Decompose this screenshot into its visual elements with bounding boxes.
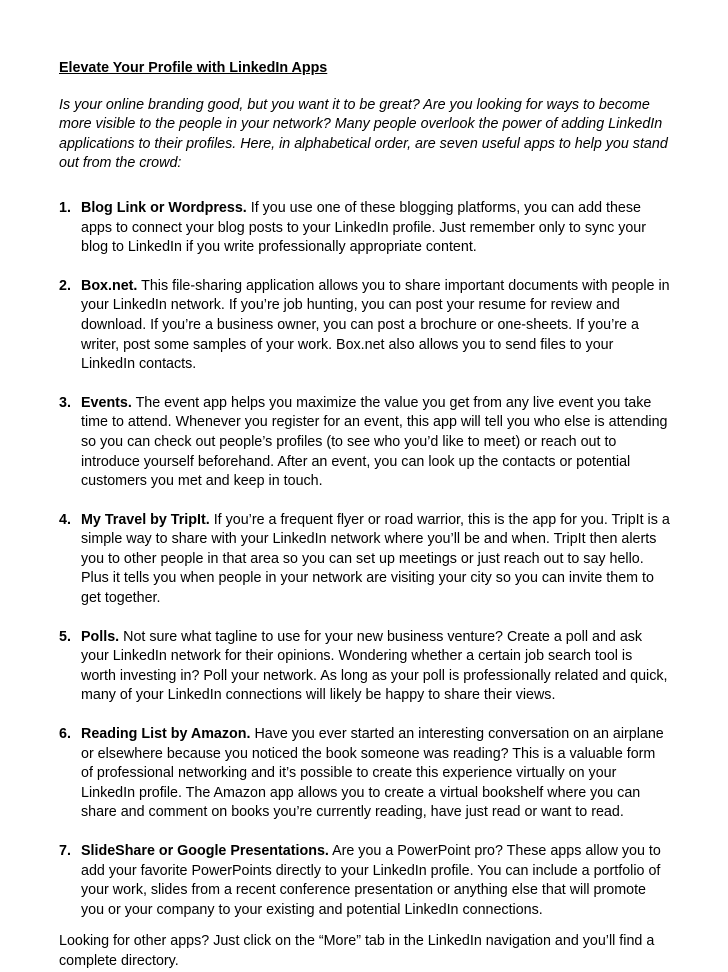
- app-name: Box.net.: [81, 277, 138, 294]
- list-item-number: 1.: [59, 199, 71, 216]
- app-name: Polls.: [81, 628, 120, 645]
- closing-paragraph: Looking for other apps? Just click on the “More” tab in the LinkedIn navigation and you’ll find a complete directory.: [59, 933, 655, 969]
- list-item: [59, 842, 671, 920]
- list-item-number: 6.: [59, 726, 71, 743]
- document-page: [59, 59, 671, 972]
- app-description: Not sure what tagline to use for your new business venture? Create a poll and ask your LinkedIn network for their opinions. Wondering whether a certain job search tool is worth investing in? Poll your network. As long as your poll is professionally related and quick, many of your LinkedIn connections will likely be happy to share their views.: [81, 628, 668, 704]
- app-description: If you use one of these blogging platforms, you can add these apps to connect your blog posts to your LinkedIn profile. Just remember only to sync your blog to LinkedIn if you write professionally appropriate content.: [81, 199, 647, 256]
- app-name: Events.: [81, 394, 132, 411]
- app-name: Reading List by Amazon.: [81, 726, 251, 743]
- app-description: Are you a PowerPoint pro? These apps allow you to add your favorite PowerPoints directly to your LinkedIn profile. You can include a portfolio of your work, slides from a recent conference presentation or anything else that will promote you or your company to your existing and potential LinkedIn connections.: [81, 843, 661, 918]
- list-item-number: 7.: [59, 843, 71, 859]
- app-description: The event app helps you maximize the value you get from any live event you take time to attend. Whenever you register for an event, this app will tell you who else is attending so you can check out people’s profiles (to see who you’d like to meet) or reach out to introduce yourself beforehand. After an event, you can look up the contacts or potential customers you met and keep in touch.: [81, 394, 668, 490]
- list-item-number: 2.: [59, 277, 71, 294]
- list-item-number: 3.: [59, 394, 71, 411]
- list-item: [59, 725, 671, 823]
- list-item: [59, 394, 671, 492]
- list-item: [59, 199, 671, 258]
- list-item-number: 4.: [59, 511, 71, 528]
- app-description: This file-sharing application allows you to share important documents with people in your LinkedIn network. If you’re job hunting, you can post your resume for review and download. If you’re a business owner, you can post a brochure or one-sheets. If you’re a writer, post some samples of your work. Box.net also allows you to send files to your LinkedIn contacts.: [81, 277, 670, 373]
- document-title: Elevate Your Profile with LinkedIn Apps: [59, 60, 328, 76]
- app-description: Have you ever started an interesting conversation on an airplane or elsewhere because you noticed the book someone was reading? This is a valuable form of professional networking and it’s possible to create this experience virtually on your LinkedIn profile. The Amazon app allows you to create a virtual bookshelf where you can share and comment on books you’re currently reading, have just read or want to read.: [81, 726, 664, 821]
- list-item: [59, 511, 671, 609]
- app-description: If you’re a frequent flyer or road warrior, this is the app for you. TripIt is a simple way to share with your LinkedIn network where you’ll be and when. TripIt then alerts you to other people in that area so you can set up meetings or just reach out to say hello. Plus it tells you when people in your network are visiting your city so you can invite them to get together.: [81, 511, 670, 607]
- app-name: SlideShare or Google Presentations.: [81, 843, 329, 859]
- apps-list: [59, 199, 671, 920]
- intro-paragraph: Is your online branding good, but you want it to be great? Are you looking for ways to become more visible to the people in your network? Many people overlook the power of adding LinkedIn applications to their profiles. Here, in alphabetical order, are seven useful apps to help you stand out from the crowd:: [59, 96, 668, 172]
- list-item: [59, 277, 671, 375]
- app-name: Blog Link or Wordpress.: [81, 199, 247, 216]
- app-name: My Travel by TripIt.: [81, 511, 210, 528]
- list-item-number: 5.: [59, 628, 71, 645]
- list-item: [59, 628, 671, 706]
